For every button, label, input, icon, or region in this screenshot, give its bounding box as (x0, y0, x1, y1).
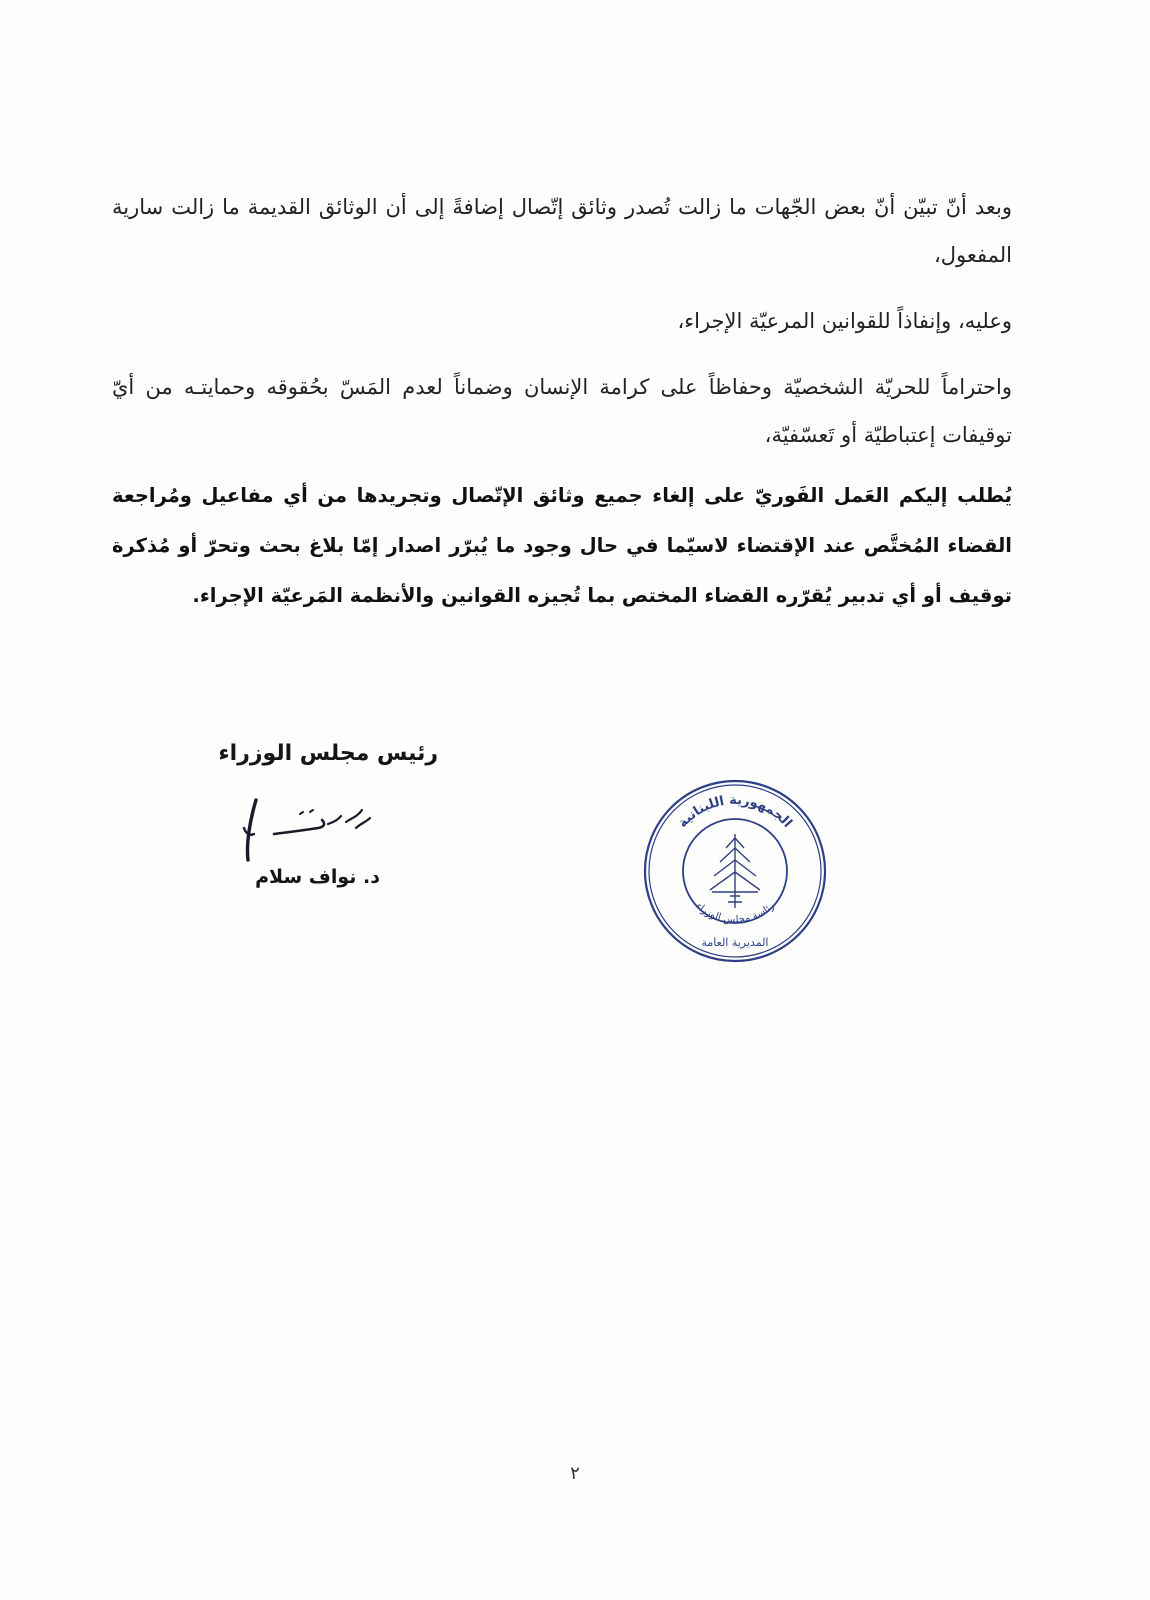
paragraph-directive: يُطلب إليكم العَمل الفَوريّ على إلغاء جميع وثائق الإتّصال وتجريدها من أي مفاعيل ومُراجعة القضاء المُختَّص عند الإقتضاء لاسيّما في حال وجود ما يُبرّر اصدار إمّا بلاغ بحث وتحرّ أو مُذكرة توقيف أو أي تدبير يُقرّره القضاء المختص بما تُجيزه القوانين والأنظمة المَرعيّة الإجراء. (112, 484, 1012, 607)
seal-bottom-text: المديرية العامة (701, 936, 769, 949)
svg-text:الجمهورية اللبنانية (675, 793, 794, 831)
seal-inner-text: رئاسة مجلس الوزراء (693, 900, 777, 926)
paragraph-preamble-3: واحتراماً للحريّة الشخصيّة وحفاظاً على كرامة الإنسان وضماناً لعدم المَسّ بحُقوقه وحمايتـه من أيّ توقيفات إعتباطيّة أو تَعسّفيّة، (112, 375, 1012, 447)
handwritten-signature (220, 794, 400, 874)
official-seal (640, 776, 830, 966)
paragraph-preamble-2: وعليه، وإنفاذاً للقوانين المرعيّة الإجراء، (677, 309, 1012, 333)
page-number: ٢ (570, 1463, 580, 1484)
signatory-name: د. نواف سلام (255, 866, 380, 888)
signatory-title: رئيس مجلس الوزراء (218, 741, 438, 766)
paragraph-preamble-1: وبعد أنّ تبيّن أنّ بعض الجّهات ما زالت تُصدر وثائق إتّصال إضافةً إلى أن الوثائق القديمة ما زالت سارية المفعول، (112, 195, 1012, 267)
cedar-emblem-icon (710, 834, 760, 908)
seal-outer-text: الجمهورية اللبنانية (675, 792, 795, 831)
